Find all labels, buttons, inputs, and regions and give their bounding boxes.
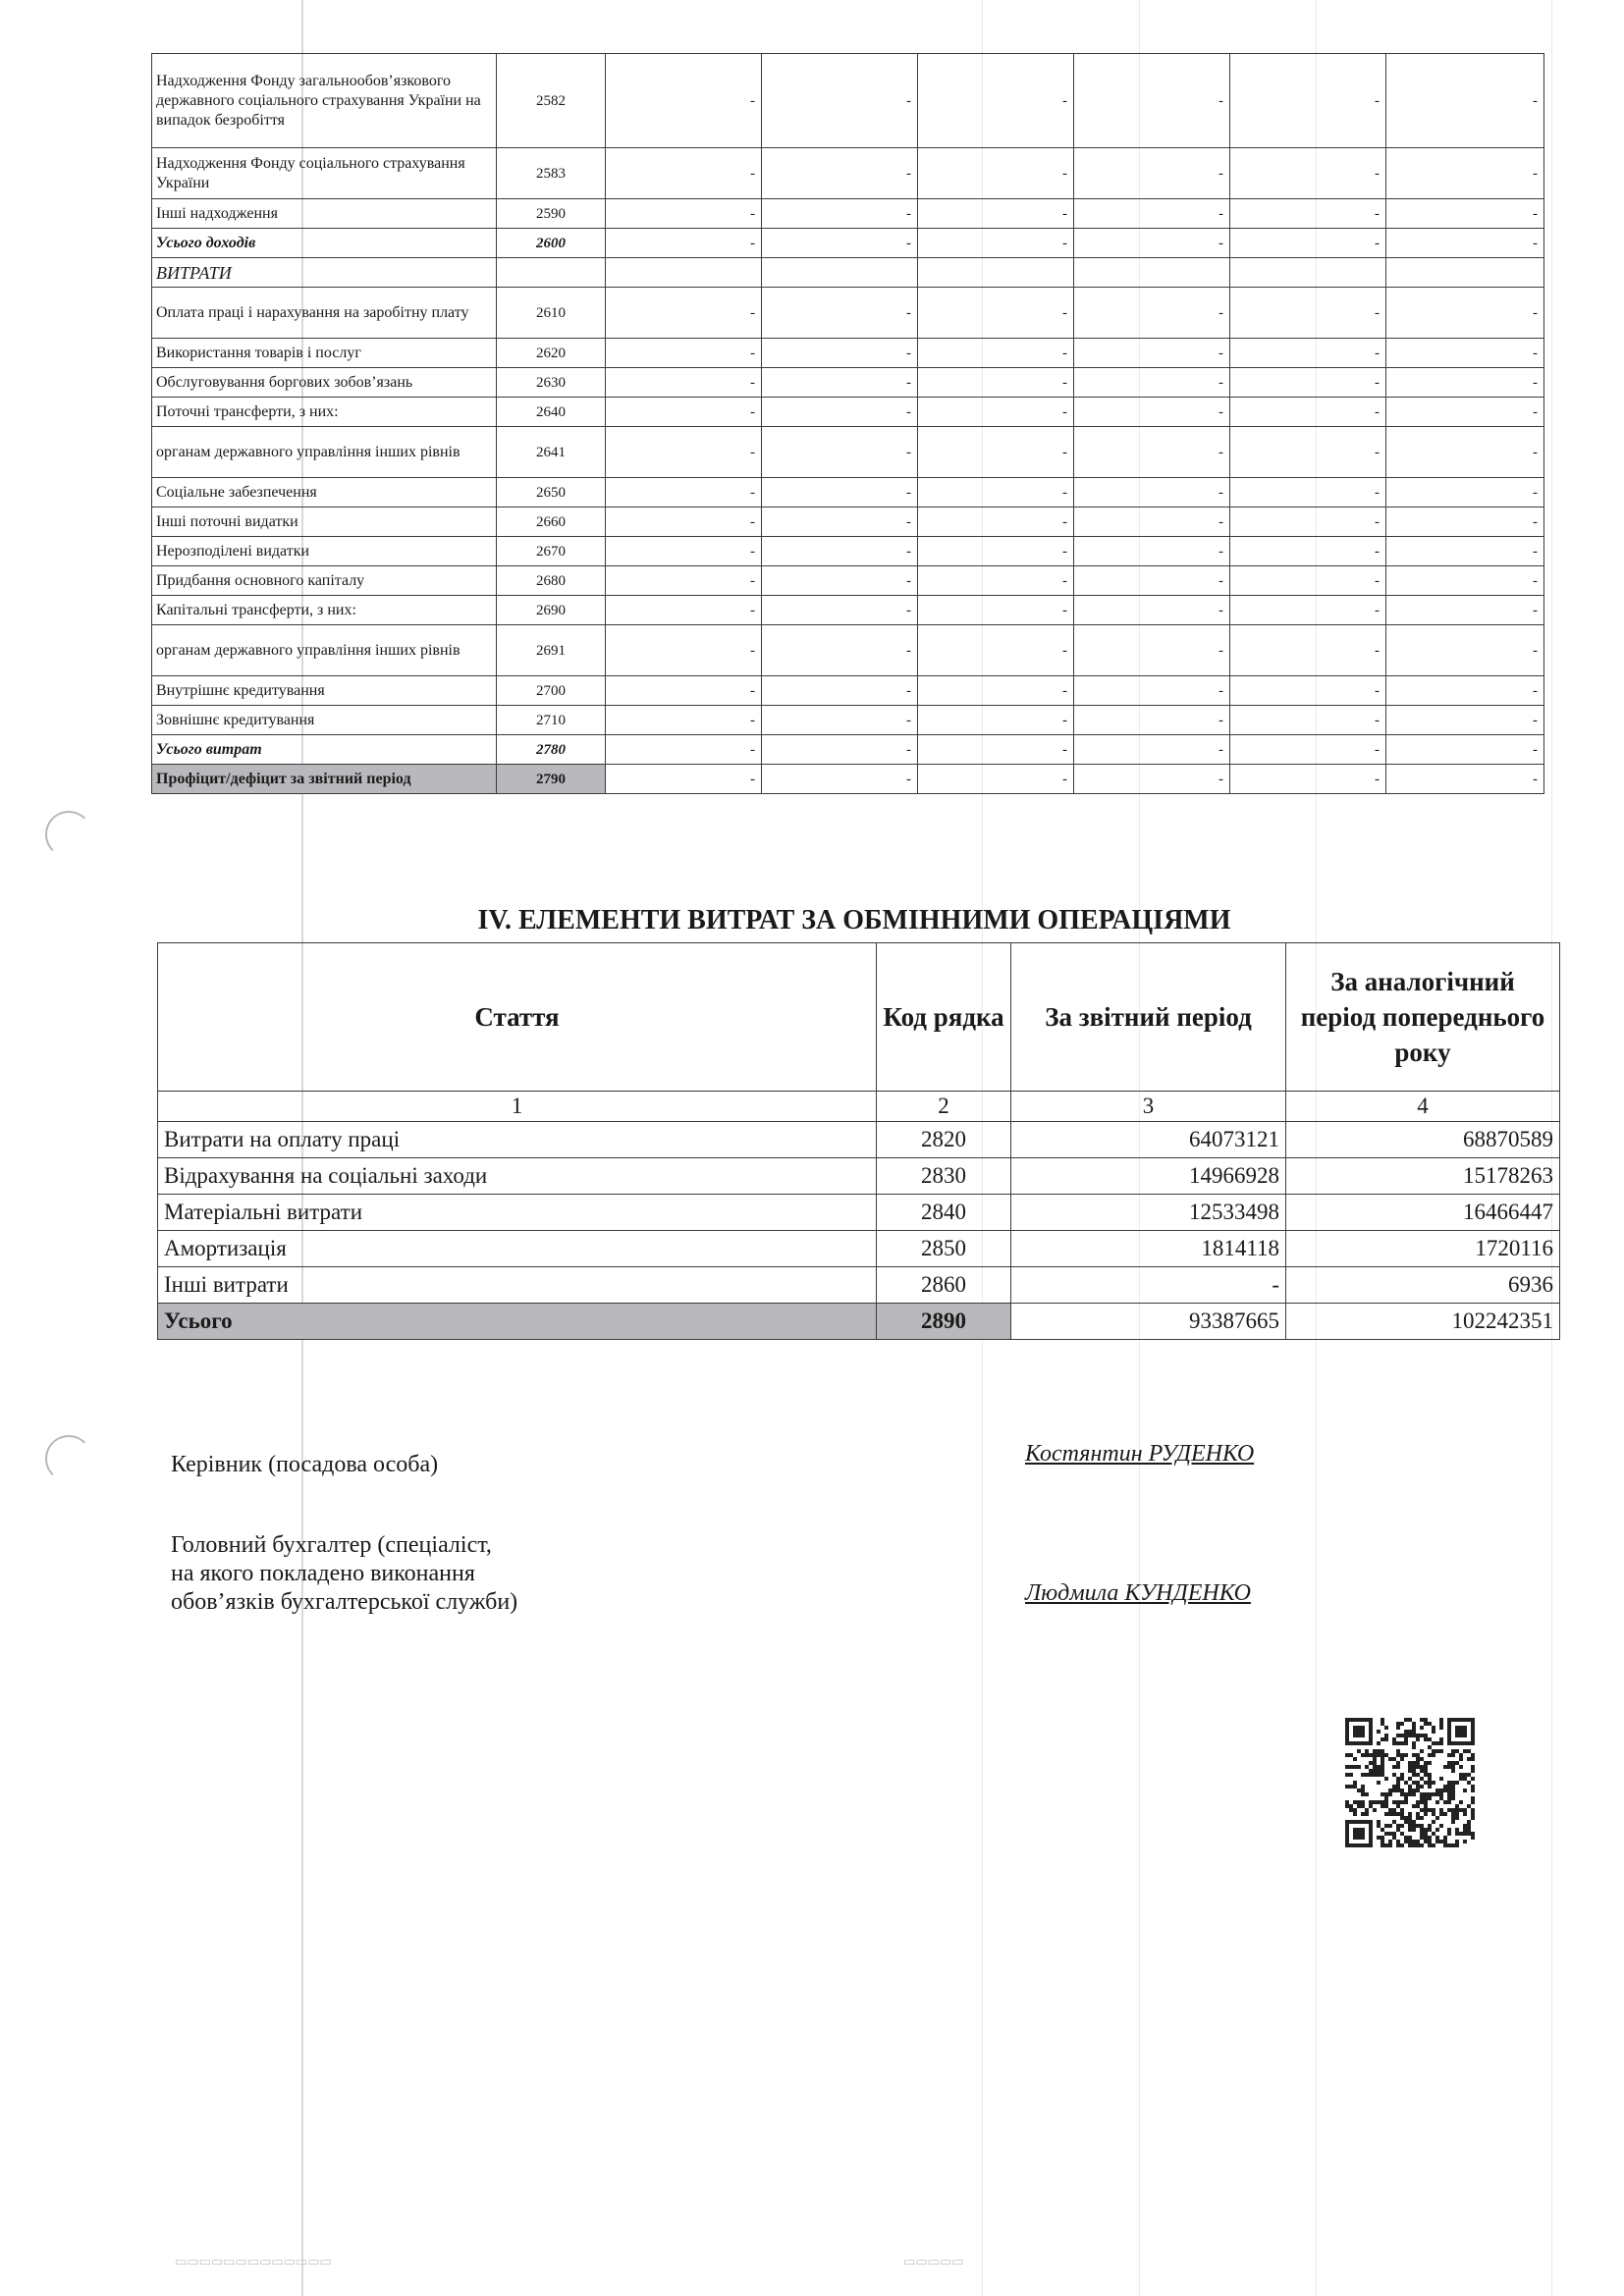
- row-value: -: [918, 229, 1074, 258]
- total-code: 2890: [877, 1304, 1011, 1340]
- row-value: -: [606, 148, 762, 199]
- previous-value: 6936: [1286, 1267, 1560, 1304]
- row-value: -: [606, 566, 762, 596]
- row-code: 2780: [497, 735, 606, 765]
- row-value: -: [1386, 596, 1544, 625]
- row-value: -: [1230, 478, 1386, 507]
- row-value: -: [918, 566, 1074, 596]
- row-value: -: [1230, 676, 1386, 706]
- row-value: -: [1230, 735, 1386, 765]
- row-value: -: [1074, 735, 1230, 765]
- row-name: Придбання основного капіталу: [152, 566, 497, 596]
- table-row: [158, 1231, 1560, 1267]
- row-value: -: [918, 478, 1074, 507]
- table-row: [152, 229, 1544, 258]
- row-name: Внутрішнє кредитування: [152, 676, 497, 706]
- row-value: [762, 258, 918, 288]
- row-name: органам державного управління інших рівнів: [152, 427, 497, 478]
- current-value: -: [1011, 1267, 1286, 1304]
- row-value: -: [1230, 199, 1386, 229]
- row-value: -: [606, 199, 762, 229]
- row-code: 2582: [497, 54, 606, 148]
- table-row: [152, 54, 1544, 148]
- table-row: [152, 735, 1544, 765]
- table-row: [152, 765, 1544, 794]
- table-row: [152, 566, 1544, 596]
- row-value: -: [606, 676, 762, 706]
- row-value: -: [1386, 625, 1544, 676]
- row-value: -: [918, 339, 1074, 368]
- table-row: [152, 478, 1544, 507]
- table-row: [152, 148, 1544, 199]
- row-value: -: [1074, 507, 1230, 537]
- row-code: 2660: [497, 507, 606, 537]
- row-value: -: [1386, 706, 1544, 735]
- table-row: [152, 537, 1544, 566]
- row-value: -: [762, 735, 918, 765]
- row-value: -: [606, 229, 762, 258]
- row-value: -: [1386, 765, 1544, 794]
- row-value: -: [762, 427, 918, 478]
- row-value: -: [918, 537, 1074, 566]
- row-value: -: [1386, 507, 1544, 537]
- row-value: -: [762, 537, 918, 566]
- row-value: -: [1386, 478, 1544, 507]
- row-code: 2790: [497, 765, 606, 794]
- current-value: 1814118: [1011, 1231, 1286, 1267]
- table-row: [152, 368, 1544, 398]
- row-value: -: [1230, 537, 1386, 566]
- previous-value: 16466447: [1286, 1195, 1560, 1231]
- row-value: -: [606, 625, 762, 676]
- row-code: 2630: [497, 368, 606, 398]
- row-value: -: [606, 765, 762, 794]
- row-value: -: [918, 427, 1074, 478]
- row-value: -: [1230, 625, 1386, 676]
- row-code: 2583: [497, 148, 606, 199]
- row-value: -: [606, 537, 762, 566]
- row-value: -: [1386, 54, 1544, 148]
- row-code: 2590: [497, 199, 606, 229]
- row-name: Витрати на оплату праці: [158, 1122, 877, 1158]
- table-row: [152, 288, 1544, 339]
- row-value: -: [1230, 427, 1386, 478]
- current-value: 14966928: [1011, 1158, 1286, 1195]
- row-value: -: [762, 339, 918, 368]
- row-name: Відрахування на соціальні заходи: [158, 1158, 877, 1195]
- accountant-role-line: Головний бухгалтер (спеціаліст,: [171, 1532, 492, 1558]
- row-value: -: [1074, 148, 1230, 199]
- head-signature-name: Костянтин РУДЕНКО: [1025, 1441, 1255, 1467]
- row-value: -: [918, 596, 1074, 625]
- row-value: -: [1230, 596, 1386, 625]
- row-code: 2680: [497, 566, 606, 596]
- row-value: -: [1230, 288, 1386, 339]
- row-value: -: [762, 625, 918, 676]
- column-number: 1: [158, 1092, 877, 1122]
- row-value: -: [606, 735, 762, 765]
- row-value: [1386, 258, 1544, 288]
- row-name: органам державного управління інших рівнів: [152, 625, 497, 676]
- row-name: Надходження Фонду соціального страхування України: [152, 148, 497, 199]
- row-value: -: [762, 229, 918, 258]
- row-value: -: [918, 368, 1074, 398]
- table-row: [152, 507, 1544, 537]
- table-row: [152, 625, 1544, 676]
- previous-value: 1720116: [1286, 1231, 1560, 1267]
- row-name: Поточні трансферти, з них:: [152, 398, 497, 427]
- table-row: [158, 1267, 1560, 1304]
- income-expense-table: [151, 53, 1544, 794]
- row-value: -: [1386, 229, 1544, 258]
- row-value: -: [762, 288, 918, 339]
- row-value: -: [762, 765, 918, 794]
- row-code: 2640: [497, 398, 606, 427]
- row-code: 2600: [497, 229, 606, 258]
- expense-elements-table: [157, 942, 1560, 1340]
- row-code: 2830: [877, 1158, 1011, 1195]
- row-value: -: [1074, 368, 1230, 398]
- previous-value: 15178263: [1286, 1158, 1560, 1195]
- row-value: -: [1074, 398, 1230, 427]
- total-current: 93387665: [1011, 1304, 1286, 1340]
- row-value: -: [1230, 765, 1386, 794]
- row-code: 2610: [497, 288, 606, 339]
- row-value: -: [918, 765, 1074, 794]
- row-value: -: [1386, 288, 1544, 339]
- row-value: -: [1386, 199, 1544, 229]
- row-value: -: [918, 199, 1074, 229]
- row-code: 2620: [497, 339, 606, 368]
- row-value: -: [918, 288, 1074, 339]
- header-previous-period: За аналогічний період попереднього року: [1286, 943, 1560, 1092]
- row-code: [497, 258, 606, 288]
- accountant-role-line: на якого покладено виконання: [171, 1561, 475, 1586]
- row-value: -: [1074, 478, 1230, 507]
- row-value: -: [918, 735, 1074, 765]
- row-value: -: [1386, 368, 1544, 398]
- column-number-row: [158, 1092, 1560, 1122]
- table-row: [152, 339, 1544, 368]
- row-value: -: [606, 368, 762, 398]
- footer-faint-text: ▭▭▭▭▭▭▭▭▭▭▭▭▭: [175, 2254, 332, 2269]
- row-value: -: [606, 398, 762, 427]
- row-value: -: [1230, 229, 1386, 258]
- row-name: Нерозподілені видатки: [152, 537, 497, 566]
- total-previous: 102242351: [1286, 1304, 1560, 1340]
- row-value: -: [918, 676, 1074, 706]
- row-value: -: [918, 398, 1074, 427]
- row-name: ВИТРАТИ: [152, 258, 497, 288]
- row-value: -: [918, 706, 1074, 735]
- row-code: 2850: [877, 1231, 1011, 1267]
- row-value: -: [1230, 54, 1386, 148]
- row-value: -: [1074, 625, 1230, 676]
- row-value: -: [762, 676, 918, 706]
- row-value: -: [1074, 706, 1230, 735]
- row-code: 2820: [877, 1122, 1011, 1158]
- row-code: 2860: [877, 1267, 1011, 1304]
- punch-hole: [45, 1435, 92, 1482]
- row-value: -: [1074, 537, 1230, 566]
- table-row: [152, 427, 1544, 478]
- footer-faint-text: ▭▭▭▭▭: [903, 2254, 964, 2269]
- row-name: Зовнішнє кредитування: [152, 706, 497, 735]
- table-row: [152, 706, 1544, 735]
- row-value: -: [762, 566, 918, 596]
- previous-value: 68870589: [1286, 1122, 1560, 1158]
- row-value: -: [606, 596, 762, 625]
- row-value: -: [1386, 427, 1544, 478]
- table-row: [152, 398, 1544, 427]
- row-value: -: [762, 596, 918, 625]
- row-value: [918, 258, 1074, 288]
- table-row: [152, 258, 1544, 288]
- row-name: Використання товарів і послуг: [152, 339, 497, 368]
- column-number: 2: [877, 1092, 1011, 1122]
- qr-code-icon: [1345, 1718, 1475, 1847]
- table-row: [158, 1122, 1560, 1158]
- row-value: -: [762, 368, 918, 398]
- row-value: -: [1230, 148, 1386, 199]
- table-row: [152, 199, 1544, 229]
- row-value: -: [918, 625, 1074, 676]
- accountant-signature-name: Людмила КУНДЕНКО: [1025, 1580, 1251, 1606]
- row-value: -: [606, 507, 762, 537]
- row-value: -: [606, 706, 762, 735]
- row-name: Усього витрат: [152, 735, 497, 765]
- row-name: Усього доходів: [152, 229, 497, 258]
- row-name: Оплата праці і нарахування на заробітну плату: [152, 288, 497, 339]
- column-number: 3: [1011, 1092, 1286, 1122]
- row-value: -: [1386, 398, 1544, 427]
- row-value: -: [762, 478, 918, 507]
- row-name: Капітальні трансферти, з них:: [152, 596, 497, 625]
- row-value: -: [918, 54, 1074, 148]
- total-name: Усього: [158, 1304, 877, 1340]
- row-value: -: [1386, 339, 1544, 368]
- row-name: Амортизація: [158, 1231, 877, 1267]
- row-value: -: [606, 478, 762, 507]
- row-value: -: [1074, 288, 1230, 339]
- row-value: -: [762, 706, 918, 735]
- head-role-label: Керівник (посадова особа): [171, 1452, 439, 1477]
- column-number: 4: [1286, 1092, 1560, 1122]
- row-name: Соціальне забезпечення: [152, 478, 497, 507]
- row-value: -: [606, 54, 762, 148]
- row-value: -: [762, 199, 918, 229]
- header-row-code: Код рядка: [877, 943, 1011, 1092]
- row-code: 2840: [877, 1195, 1011, 1231]
- row-value: -: [1074, 596, 1230, 625]
- table-row: [158, 1158, 1560, 1195]
- row-value: -: [1386, 148, 1544, 199]
- row-code: 2650: [497, 478, 606, 507]
- table-row: [152, 596, 1544, 625]
- row-value: -: [1386, 735, 1544, 765]
- row-code: 2641: [497, 427, 606, 478]
- row-value: -: [1074, 427, 1230, 478]
- row-code: 2670: [497, 537, 606, 566]
- current-value: 12533498: [1011, 1195, 1286, 1231]
- section-title: IV. ЕЛЕМЕНТИ ВИТРАТ ЗА ОБМІННИМИ ОПЕРАЦІЯМИ: [477, 905, 1231, 935]
- row-value: -: [762, 148, 918, 199]
- row-value: -: [1074, 199, 1230, 229]
- row-value: -: [1230, 507, 1386, 537]
- punch-hole: [45, 811, 92, 858]
- row-name: Інші поточні видатки: [152, 507, 497, 537]
- row-code: 2690: [497, 596, 606, 625]
- row-name: Надходження Фонду загальнообов’язкового державного соціального страхування України на випадок безробіття: [152, 54, 497, 148]
- accountant-role-label: [171, 1531, 517, 1617]
- row-code: 2700: [497, 676, 606, 706]
- row-value: -: [918, 148, 1074, 199]
- accountant-role-line: обов’язків бухгалтерської служби): [171, 1589, 518, 1615]
- row-value: -: [1074, 676, 1230, 706]
- row-value: -: [1386, 537, 1544, 566]
- row-value: -: [1074, 54, 1230, 148]
- table-header-row: [158, 943, 1560, 1092]
- row-value: -: [918, 507, 1074, 537]
- row-value: -: [606, 339, 762, 368]
- row-code: 2710: [497, 706, 606, 735]
- row-value: -: [606, 427, 762, 478]
- row-value: -: [1074, 229, 1230, 258]
- row-value: -: [1230, 398, 1386, 427]
- row-name: Матеріальні витрати: [158, 1195, 877, 1231]
- row-value: -: [1074, 765, 1230, 794]
- header-current-period: За звітний період: [1011, 943, 1286, 1092]
- header-article: Стаття: [158, 943, 877, 1092]
- row-code: 2691: [497, 625, 606, 676]
- row-value: -: [1230, 368, 1386, 398]
- row-value: -: [1386, 676, 1544, 706]
- row-name: Інші витрати: [158, 1267, 877, 1304]
- table-row: [158, 1195, 1560, 1231]
- total-row: [158, 1304, 1560, 1340]
- row-name: Інші надходження: [152, 199, 497, 229]
- row-value: -: [1230, 566, 1386, 596]
- row-value: -: [1386, 566, 1544, 596]
- row-value: -: [1230, 706, 1386, 735]
- row-name: Обслуговування боргових зобов’язань: [152, 368, 497, 398]
- row-value: -: [762, 398, 918, 427]
- row-value: [606, 258, 762, 288]
- row-value: -: [1074, 339, 1230, 368]
- current-value: 64073121: [1011, 1122, 1286, 1158]
- row-value: -: [762, 507, 918, 537]
- row-value: -: [1074, 566, 1230, 596]
- table-row: [152, 676, 1544, 706]
- row-value: -: [762, 54, 918, 148]
- row-value: [1074, 258, 1230, 288]
- row-value: -: [606, 288, 762, 339]
- row-value: [1230, 258, 1386, 288]
- row-value: -: [1230, 339, 1386, 368]
- row-name: Профіцит/дефіцит за звітний період: [152, 765, 497, 794]
